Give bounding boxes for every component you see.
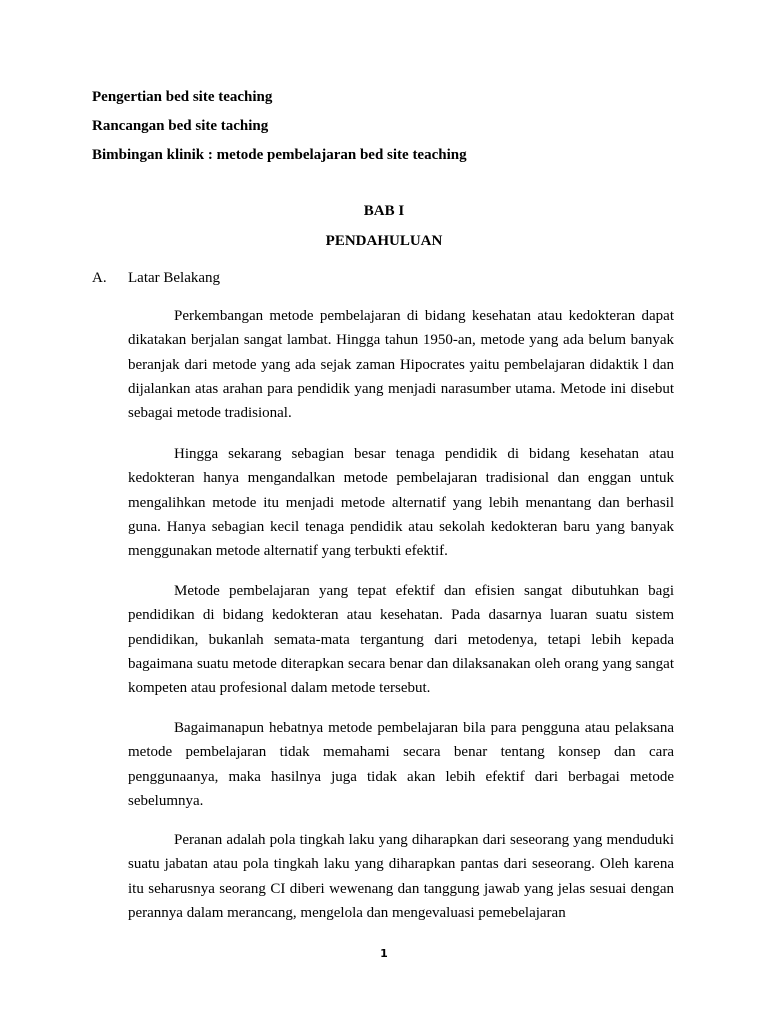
paragraph-1: Perkembangan metode pembelajaran di bidang kesehatan atau kedokteran dapat dikatakan berjalan sangat lambat. Hingga tahun 1950-an, metode yang ada belum banyak beranjak dari metode yang ada sejak zaman Hipocrates yaitu pembelajaran didaktik l dan dijalankan atas arahan para pendidik yang menjadi narasumber utama. Metode ini disebut sebagai metode tradisional.: [128, 308, 674, 422]
title-line-1: Pengertian bed site teaching: [92, 89, 273, 105]
section-heading: [92, 270, 220, 287]
title-line-2: Rancangan bed site taching: [92, 118, 269, 134]
title-line-3: Bimbingan klinik : metode pembelajaran bed site teaching: [92, 147, 467, 163]
page-number: 1: [380, 947, 388, 960]
paragraph-3: Metode pembelajaran yang tepat efektif dan efisien sangat dibutuhkan bagi pendidikan di bidang kedokteran atau kesehatan. Pada dasarnya luaran suatu sistem pendidikan, bukanlah semata-mata tergantung dari metodenya, tetapi lebih kepada bagaimana suatu metode diterapkan secara benar dan dilaksanakan oleh orang yang sangat kompeten atau profesional dalam metode tersebut.: [128, 583, 674, 697]
paragraph-2: Hingga sekarang sebagian besar tenaga pendidik di bidang kesehatan atau kedokteran hanya mengandalkan metode pembelajaran tradisional dan enggan untuk mengalihkan metode itu menjadi metode alternatif yang lebih menantang dan berhasil guna. Hanya sebagian kecil tenaga pendidik atau sekolah kedokteran baru yang banyak menggunakan metode alternatif yang terbukti efektif.: [128, 446, 674, 560]
paragraph-5: Peranan adalah pola tingkah laku yang diharapkan dari seseorang yang menduduki suatu jabatan atau pola tingkah laku yang diharapkan pantas dari seseorang. Oleh karena itu seharusnya seorang CI diberi wewenang dan tanggung jawab yang jelas sesuai dengan perannya dalam merancang, mengelola dan mengevaluasi pemebelajaran: [128, 832, 674, 921]
paragraph-4: Bagaimanapun hebatnya metode pembelajaran bila para pengguna atau pelaksana metode pembelajaran tidak memahami secara benar tentang konsep dan cara penggunaanya, maka hasilnya juga tidak akan lebih efektif dari berbagai metode sebelumnya.: [128, 720, 674, 809]
chapter-title: PENDAHULUAN: [325, 233, 443, 249]
chapter-number: BAB I: [363, 203, 405, 219]
section-letter: A.: [92, 270, 107, 286]
section-title: Latar Belakang: [128, 270, 221, 286]
